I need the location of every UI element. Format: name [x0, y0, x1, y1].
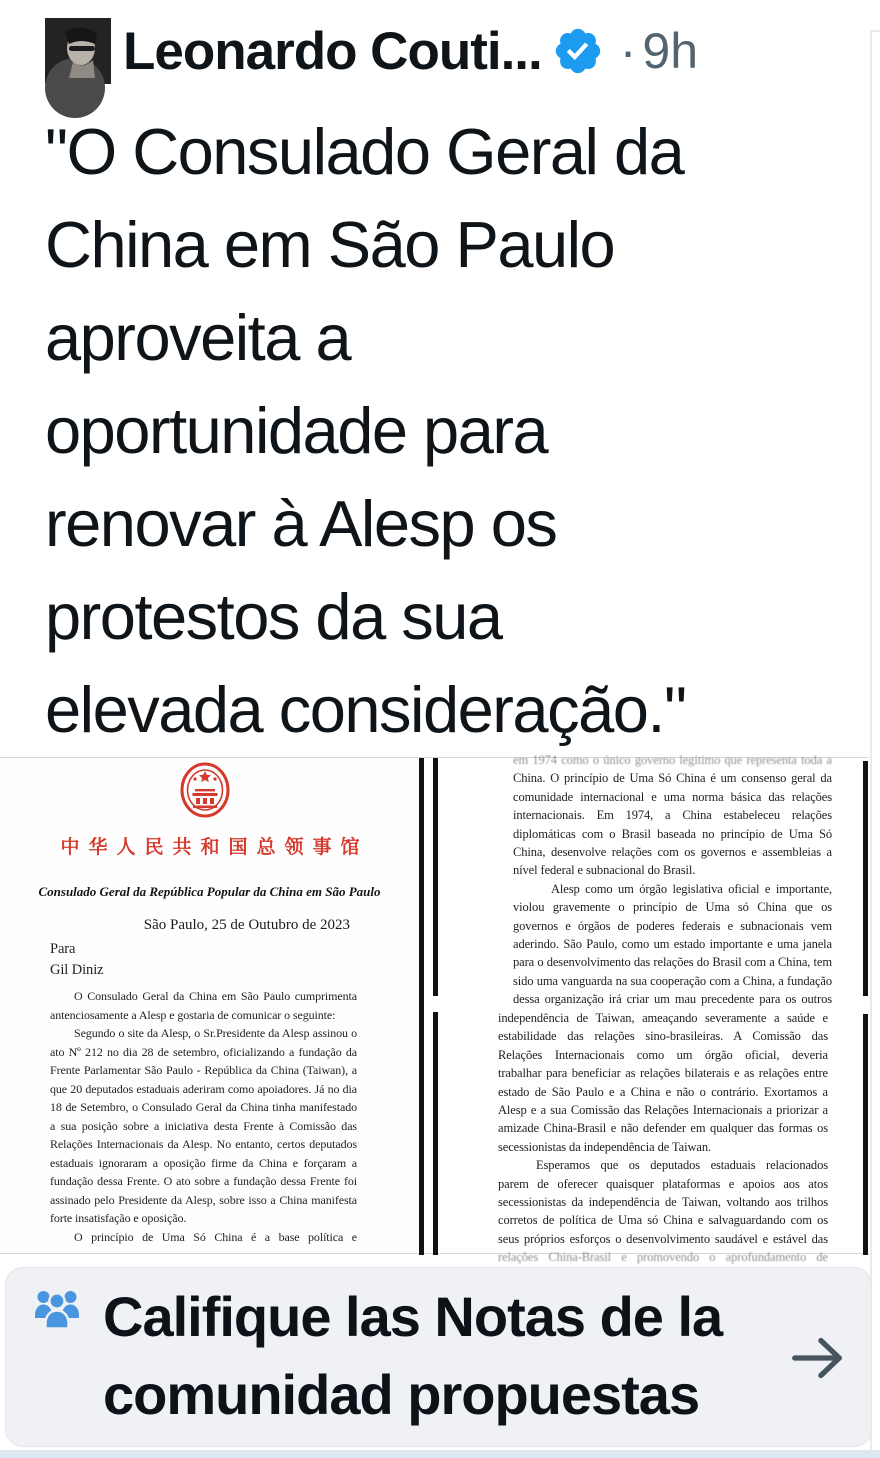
letter-text-line: aderindo. São Paulo, como um estado importante e uma janela: [513, 937, 832, 952]
letter-text-line: sido uma vanguarda na sua cooperação com a China, a fundação: [513, 973, 832, 988]
letter-text-line: China, desenvolve relações com os governos e assembleias a: [513, 845, 832, 860]
letter-recipient: [50, 939, 250, 981]
letter-text-line: O Consulado Geral da China em São Paulo cumprimenta: [74, 989, 357, 1003]
letter-text-line: China. O princípio de Uma Só China é um consenso geral da: [513, 771, 832, 786]
tweet-text-line: elevada consideração.": [45, 673, 686, 746]
letter-text-line: secessionistas da independência de Taiwan, voltando aos trilhos: [498, 1195, 828, 1210]
letter-text-line: Esperamos que os deputados estaduais relacionados: [536, 1158, 828, 1173]
letter-text-line: assinado pelo Presidente da Alesp, sobre isso a China manifesta: [50, 1192, 357, 1207]
letter-text-line: ato Nº 212 no dia 28 de setembro, oficializando a fundação da: [50, 1044, 357, 1059]
letter-text-line: 18 de Setembro, o Consulado Geral da China tinha manifestado: [50, 1100, 357, 1114]
timestamp[interactable]: [614, 22, 698, 80]
display-name[interactable]: Leonardo Couti...: [123, 21, 542, 81]
scan-edge-divider: [863, 761, 868, 996]
letter-date-line: São Paulo, 25 de Outubro de 2023: [143, 917, 350, 933]
tweet-text-line: renovar à Alesp os: [45, 487, 557, 560]
letter-text-line: relações China-Brasil e promovendo o aprofundamento de: [498, 1250, 828, 1265]
right-column-divider-top: [870, 30, 880, 32]
china-national-emblem-icon: [180, 763, 230, 817]
letter-text-line: que 20 deputados estaduais aderiram como apoiadores. Já no dia: [50, 1081, 357, 1096]
letter-text-line: antenciosamente a Alesp e gostaria de comunicar o seguinte:: [50, 1007, 336, 1022]
letter-text-line: Relações Internacionais da Alesp. No entanto, certos deputados: [50, 1137, 357, 1151]
letter-text-line: seus próprios esforços o desenvolvimento saudável e estável das: [498, 1231, 828, 1246]
tweet-text[interactable]: [45, 105, 845, 756]
letter-page-left: [0, 758, 419, 1253]
letter-text-line: governos e órgãos de poderes federais e subnacionais vem: [513, 918, 832, 933]
banner-label-line: comunidad propuestas: [103, 1363, 700, 1426]
letter-text-line: parem de oferecer quaisquer plataformas e apoios aos atos: [498, 1176, 828, 1191]
letter-text-line: amizade China-Brasil e não defender em qualquer das formas os: [498, 1121, 828, 1136]
consulate-chinese-title: 中华人民共和国总领事馆: [60, 837, 369, 858]
community-notes-banner-label: [103, 1278, 783, 1434]
scan-edge-divider: [419, 758, 424, 1255]
letter-body-left: [50, 987, 357, 1246]
tweet-text-line: oportunidade para: [45, 394, 548, 467]
timestamp-value: 9h: [642, 23, 699, 79]
scan-edge-divider: [863, 1014, 868, 1255]
tweet-text-line: "O Consulado Geral da: [45, 115, 684, 188]
letter-text-line: O princípio de Uma Só China é a base política e: [74, 1229, 357, 1244]
tweet-image-attachment[interactable]: [0, 753, 869, 1265]
scan-edge-divider: [433, 1012, 438, 1255]
tweet-text-line: protestos da sua: [45, 580, 502, 653]
right-column-divider: [870, 30, 872, 1458]
letter-text-line: internacionais. Em 1974, a China estabeleceu relações: [513, 808, 832, 823]
right-arrow-icon: [787, 1328, 849, 1388]
community-notes-banner[interactable]: [5, 1267, 872, 1447]
tweet-header: [45, 17, 698, 85]
banner-label-line: Califique las Notas de la: [103, 1285, 723, 1348]
meta-separator: ·: [619, 23, 637, 79]
profile-photo-icon: [45, 18, 111, 84]
letter-text-line: trabalhar para beneficiar as relações bilaterais e as relações entre: [498, 1066, 828, 1081]
next-card-divider: [0, 1450, 880, 1458]
letter-text-line: Frente Parlamentar São Paulo - República da China (Taiwan), a: [50, 1063, 357, 1077]
letter-text-line: violou gravemente o princípio de Uma só China que os: [513, 900, 832, 915]
letter-text-line: comunidade internacional e uma norma básica das relações: [513, 789, 832, 804]
letter-page-right-bottom: [498, 1009, 828, 1267]
letter-text-line: independência de Taiwan, ameaçando severamente a saúde e: [498, 1011, 828, 1025]
verified-badge-icon: [552, 25, 604, 77]
letter-text-line: estaduais ignoraram a oposição firme da China e forçaram a: [50, 1155, 357, 1170]
recipient-line: Gil Diniz: [50, 962, 104, 978]
letter-text-line: estado de São Paulo e a China e não o contrário. Exortamos a: [498, 1084, 828, 1099]
letter-text-line: estabilidade das relações sino-brasileiras. A Comissão das: [498, 1029, 828, 1044]
letter-text-line: em 1974 como o único governo legítimo que representa toda a: [513, 753, 832, 767]
consulate-name-line: Consulado Geral da República Popular da China em São Paulo: [38, 884, 381, 899]
letter-text-line: para o desenvolvimento das relações do Brasil com a China, tem: [513, 955, 832, 970]
letter-text-line: dessa organização irá criar um mau precedente para os outros: [513, 992, 832, 1007]
letter-text-line: diplomáticas com o Brasil baseada no princípio de Uma Só: [513, 826, 832, 841]
letter-text-line: nível federal e subnacional do Brasil.: [513, 863, 696, 878]
community-people-icon: [34, 1288, 80, 1330]
letter-text-line: Alesp e a sua Comissão das Relações Internacionais a priorizar a: [498, 1103, 828, 1118]
scan-edge-divider: [433, 758, 438, 996]
letter-text-line: Alesp como um órgão legislativa oficial e importante,: [551, 881, 832, 896]
letter-text-line: secessionistas da independência de Taiwan.: [498, 1139, 712, 1154]
avatar[interactable]: [45, 18, 111, 84]
letter-text-line: forte insatisfação e oposição.: [50, 1211, 187, 1225]
letter-page-right-top: [513, 751, 832, 1009]
letter-text-line: a sua posição sobre a iniciativa desta Frente à Comissão das: [50, 1118, 357, 1133]
letter-text-line: fundação dessa Frente. O ato sobre a fundação dessa Frente foi: [50, 1174, 357, 1188]
letter-text-line: corretos de política de Uma só China e salvaguardando com os: [498, 1213, 828, 1228]
letter-text-line: Segundo o site da Alesp, o Sr.Presidente da Alesp assinou o: [74, 1026, 357, 1040]
tweet-text-line: aproveita a: [45, 301, 351, 374]
tweet-text-line: China em São Paulo: [45, 208, 615, 281]
letter-text-line: Relações Internacionais como um órgão oficial, deveria: [498, 1047, 828, 1062]
recipient-line: Para: [50, 941, 76, 957]
